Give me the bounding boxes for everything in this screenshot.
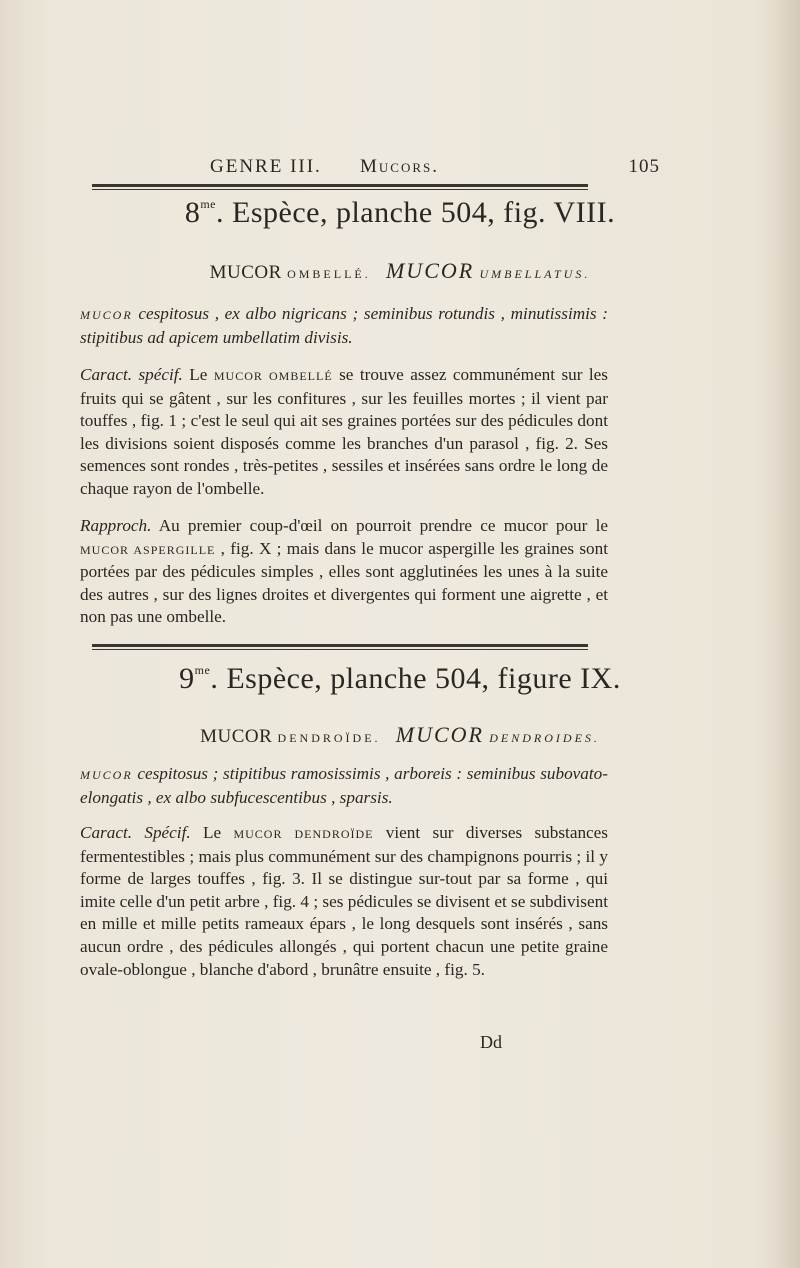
species-8-rapp-name: MUCOR ASPERGILLE	[80, 542, 216, 557]
species-9-heading	[60, 662, 740, 696]
species-9-genus: MUCOR	[200, 726, 273, 747]
header-section-title: Mucors.	[360, 156, 439, 177]
page-edge-shadow	[772, 0, 800, 1268]
species-9-latin-epithet: DENDROIDES.	[489, 731, 600, 745]
section-divider	[92, 644, 588, 650]
species-8-caract-pre: Le	[182, 365, 214, 384]
species-9-caract-text: vient sur diverses substances fermentestibles ; mais plus communément sur des champignons pourris ; il y forme de larges touffes , fig. 3. Il se distingue sur-tout par sa forme , qui imite celle d'un petit arbre , fig. 4 ; ses pédicules se divisent et se subdivisent en mille et mille petits rameaux épars , le long desquels sont insérés , sans aucun ordre , des pédicules allongés , qui portent chacun une petite graine ovale-oblongue , blanche d'abord , brunâtre ensuite , fig. 5.	[80, 823, 608, 979]
species-9-number: 9	[179, 662, 195, 695]
species-8-common-name: OMBELLÉ.	[287, 267, 371, 281]
species-8-latin-genus: MUCOR	[385, 258, 475, 283]
species-9-ordinal: me	[194, 663, 211, 677]
species-8-rapp-pre: Au premier coup-d'œil on pourroit prendre ce mucor pour le	[151, 516, 608, 535]
species-8-diag-lead: MUCOR	[80, 308, 133, 322]
species-9-name-line	[60, 722, 740, 748]
species-8-latin-epithet: UMBELLATUS.	[479, 267, 591, 281]
species-9-common-name: DENDROÏDE.	[277, 731, 381, 745]
species-8-ordinal: me	[200, 197, 216, 211]
species-8-name-line	[60, 258, 740, 284]
species-9-latin-genus: MUCOR	[395, 722, 484, 747]
species-8-caract-label: Caract. spécif.	[80, 365, 183, 384]
species-9-diag-text: cespitosus ; stipitibus ramosissimis , arboreis : seminibus subovato-elongatis , ex albo subfucescentibus , sparsis.	[80, 764, 608, 807]
species-8-caract-text: se trouve assez communément sur les fruits qui se gâtent , sur les confitures , sur les feuilles mortes ; il vient par touffes , fig. 1 ; c'est le seul qui ait ses graines portées sur des pédicules dont les divisions soient disposés comme les branches d'un parasol , fig. 2. Ses semences sont rondes , très-petites , sessiles et insérées sans ordre le long de chaque rayon de l'ombelle.	[80, 365, 608, 498]
species-8-characters	[80, 364, 608, 501]
species-9-characters	[80, 822, 608, 981]
species-8-rapp-label: Rapproch.	[80, 516, 152, 535]
species-8-number: 8	[184, 196, 201, 229]
page-number: 105	[628, 156, 660, 177]
running-header	[60, 152, 660, 182]
species-8-heading	[60, 196, 740, 230]
species-8-diagnosis	[80, 302, 608, 349]
species-9-plate: . Espèce, planche 504, figure IX.	[210, 662, 621, 695]
species-9-caract-name: MUCOR DENDROÏDE	[233, 827, 374, 841]
species-8-diag-text: cespitosus , ex albo nigricans ; seminibus rotundis , minutissimis : stipitibus ad apicem umbellatim divisis.	[80, 304, 608, 347]
species-8-genus: MUCOR	[209, 262, 282, 283]
header-rule	[92, 184, 588, 190]
species-8-rapp-text: , fig. X ; mais dans le mucor aspergille les graines sont portées par des pédicules simples , elles sont agglutinées les unes à la suite des autres , sur des lignes droites et divergentes qui forment une aigrette , et non pas une ombelle.	[80, 538, 608, 627]
header-genre: GENRE III.	[210, 156, 322, 177]
species-9-caract-label: Caract. Spécif.	[80, 823, 191, 842]
species-8-plate: . Espèce, planche 504, fig. VIII.	[216, 196, 616, 229]
species-9-caract-pre: Le	[190, 823, 234, 842]
species-9-diagnosis	[80, 762, 608, 809]
signature-mark: Dd	[480, 1032, 502, 1052]
species-9-diag-lead: MUCOR	[80, 768, 133, 782]
species-8-caract-name: MUCOR OMBELLÉ	[213, 369, 333, 383]
species-8-comparison	[80, 515, 608, 629]
